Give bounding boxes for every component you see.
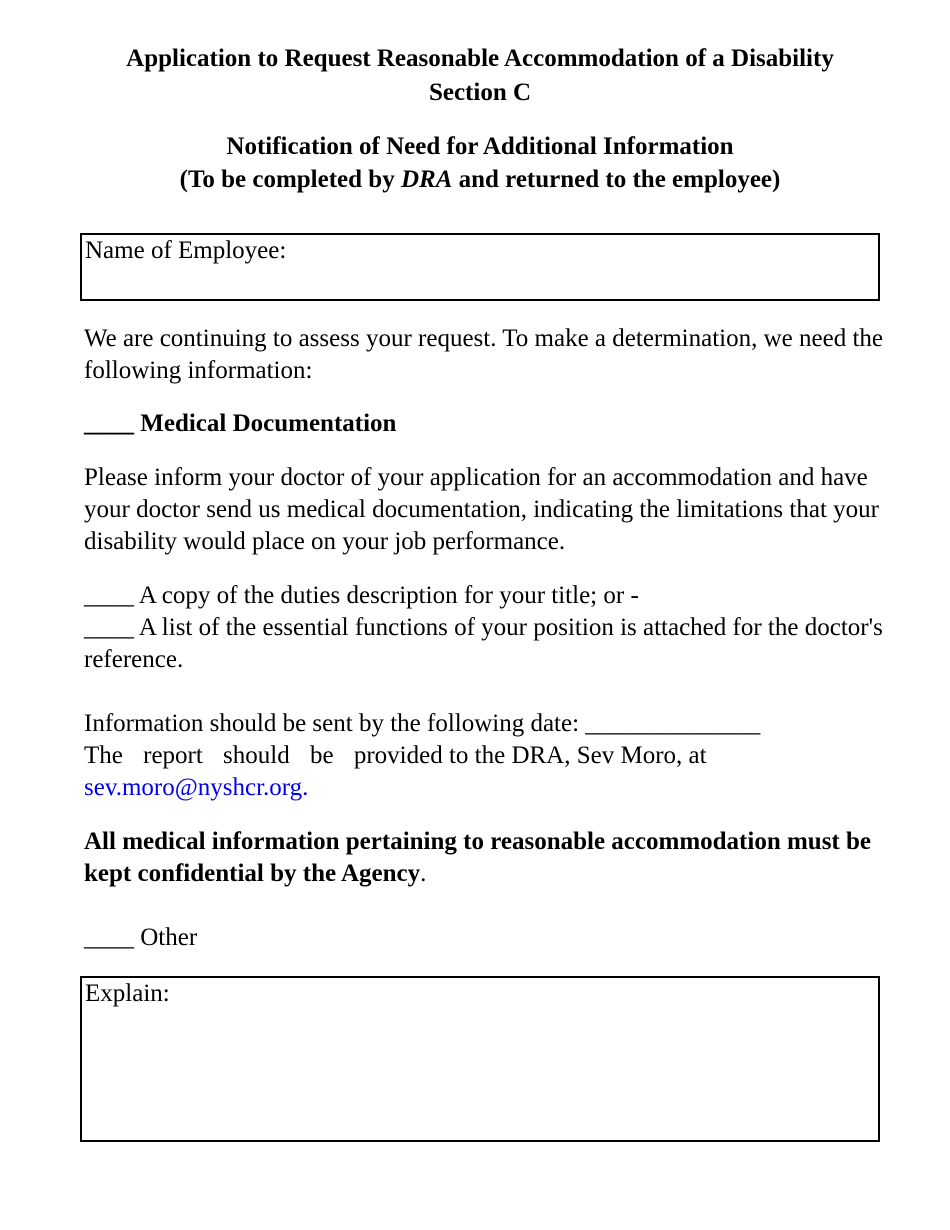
completion-instruction	[60, 163, 900, 197]
deadline-label: Information should be sent by the following date:	[84, 710, 580, 737]
form-title: Application to Request Reasonable Accommodation of a Disability	[126, 45, 834, 72]
other-label: Other	[140, 924, 198, 951]
notification-title: Notification of Need for Additional Information	[226, 133, 734, 160]
duties-check-blank[interactable]: ____	[84, 582, 134, 609]
report-email-line	[84, 772, 884, 804]
explain-field[interactable]	[80, 976, 880, 1142]
instruction-prefix: (To be completed by	[179, 166, 401, 193]
employee-name-label: Name of Employee:	[85, 237, 287, 264]
instruction-suffix: and returned to the employee)	[452, 166, 781, 193]
instruction-emphasis: DRA	[400, 166, 453, 193]
medical-instructions: Please inform your doctor of your application for an accommodation and have your doctor send us medical documentation, indicating the limitations that your disability would place on your job performance.	[84, 464, 879, 555]
medical-documentation-label: Medical Documentation	[140, 410, 397, 437]
deadline-line	[84, 708, 884, 740]
functions-check-blank[interactable]: ____	[84, 614, 134, 641]
explain-label: Explain:	[85, 980, 170, 1007]
employee-name-field[interactable]	[80, 233, 880, 301]
essential-functions-option[interactable]	[84, 612, 884, 676]
essential-functions-text: A list of the essential functions of your position is attached for the doctor's reference.	[84, 614, 883, 673]
section-label: Section C	[428, 79, 532, 106]
duties-description-text: A copy of the duties description for your title; or -	[138, 582, 639, 609]
report-lead: The report should be	[84, 742, 334, 769]
other-option[interactable]	[84, 922, 884, 954]
intro-paragraph: We are continuing to assess your request. To make a determination, we need the following information:	[84, 325, 883, 384]
duties-description-option[interactable]	[84, 580, 884, 612]
medical-documentation-option[interactable]	[84, 408, 884, 440]
deadline-date-blank[interactable]: ______________	[585, 710, 761, 737]
report-tail: provided to the DRA, Sev Moro, at	[353, 742, 707, 769]
confidentiality-notice	[84, 826, 884, 890]
medical-check-blank[interactable]: ____	[84, 410, 134, 437]
dra-email-link[interactable]: sev.moro@nyshcr.org.	[84, 774, 309, 801]
confidentiality-statement: All medical information pertaining to reasonable accommodation must be kept confidential by the Agency	[84, 828, 871, 887]
other-check-blank[interactable]: ____	[84, 924, 134, 951]
confidentiality-period: .	[420, 860, 427, 887]
report-instruction	[84, 740, 884, 772]
